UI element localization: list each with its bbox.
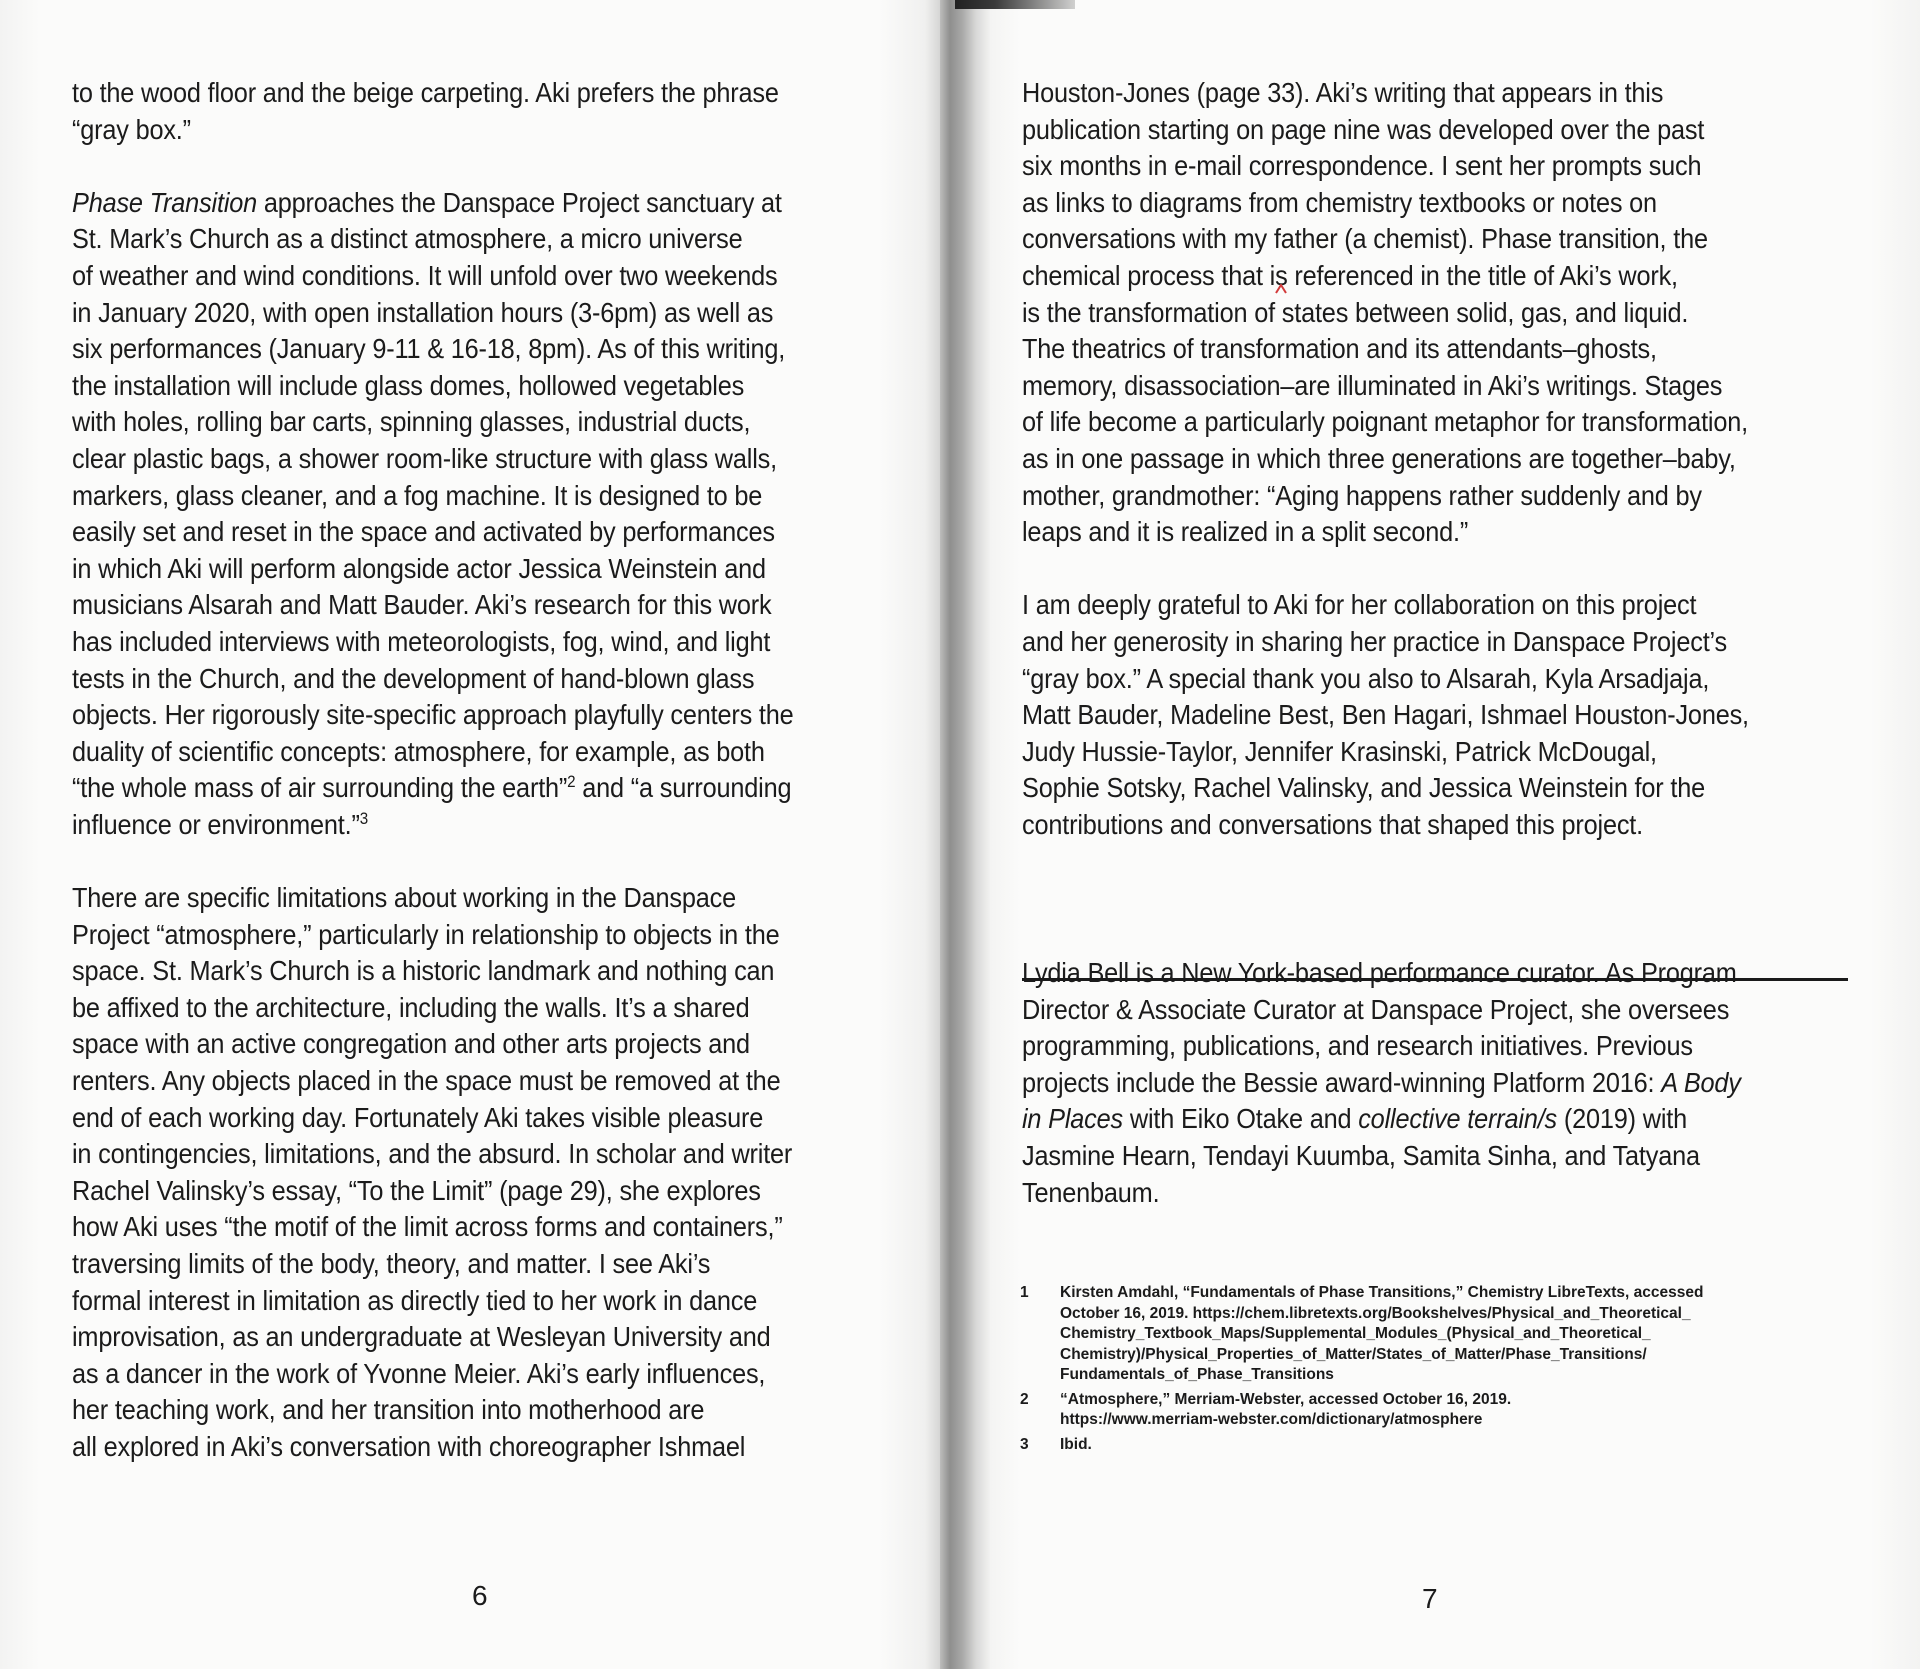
author-bio-text: [1022, 955, 1833, 1211]
phase-transition-title: Phase Transition: [72, 186, 258, 218]
page-number-right: 7: [1422, 1583, 1438, 1614]
right-paragraph-1: Houston-Jones (page 33). Aki’s writing that appears in this publication starting on page nine was developed over the past six months in e-mail correspondence. I sent her prompts such as links to diagrams from chemistry textbooks or notes on conversations with my father (a chemist). Phase transition, the chemical process that is referenced in the title of Aki’s work, is the transformation of states between solid, gas, and liquid. The theatrics of transformation and its attendants–ghosts, memory, disassociation–are illuminated in Aki’s writings. Stages of life become a particularly poignant metaphor for transformation, as in one passage in which three generations are together–baby, mother, grandmother: “Aging happens rather suddenly and by leaps and it is realized in a split second.”: [1022, 77, 1748, 548]
footnote-number: 1: [1020, 1284, 1029, 1301]
footnote-ref-2: 2: [567, 773, 576, 792]
left-paragraph-2: [72, 185, 889, 844]
gutter-shadow: [955, 0, 1075, 9]
book-gutter: [940, 0, 990, 1669]
left-paragraph-3: There are specific limitations about working in the Danspace Project “atmosphere,” particularly in relationship to objects in the space. St. Mark’s Church is a historic landmark and nothing can be affixed to the architecture, including the walls. It’s a shared space with an active congregation and other arts projects and renters. Any objects placed in the space must be removed at the end of each working day. Fortunately Aki takes visible pleasure in contingencies, limitations, and the absurd. In scholar and writer Rachel Valinsky’s essay, “To the Limit” (page 29), she explores how Aki uses “the motif of the limit across forms and containers,” traversing limits of the body, theory, and matter. I see Aki’s formal interest in limitation as directly tied to her work in dance improvisation, as an undergraduate at Wesleyan University and as a dancer in the work of Yvonne Meier. Aki’s early influences, her teaching work, and her transition into motherhood are all explored in Aki’s conversation with choreographer Ishmael: [72, 882, 793, 1462]
left-paragraph-2-tail: and “a surrounding influence or environment.”: [72, 772, 792, 840]
footnote-number: 3: [1020, 1435, 1029, 1453]
footnote-text: “Atmosphere,” Merriam-Webster, accessed October 16, 2019. https://www.merriam-webster.com/dictionary/atmosphere: [1060, 1390, 1512, 1428]
bio-text-2: with Eiko Otake and: [1123, 1103, 1359, 1135]
footnotes: [1020, 1283, 1800, 1459]
right-text-block: [1022, 75, 1833, 843]
left-paragraph-2-body: approaches the Danspace Project sanctuary at St. Mark’s Church as a distinct atmosphere, a micro universe of weather and wind conditions. It will unfold over two weekends in January 2020, with open installation hours (3-6pm) as well as six performances (January 9-11 & 16-18, 8pm). As of this writing, the installation will include glass domes, hollowed vegetables with holes, rolling bar carts, spinning glasses, industrial ducts, clear plastic bags, a shower room-like structure with glass walls, markers, glass cleaner, and a fog machine. It is designed to be easily set and reset in the space and activated by performances in which Aki will perform alongside actor Jessica Weinstein and musicians Alsarah and Matt Bauder. Aki’s research for this work has included interviews with meteorologists, fog, wind, and light tests in the Church, and the development of hand-blown glass objects. Her rigorously site-specific approach playfully centers the duality of scientific concepts: atmosphere, for example, as both “the whole mass of air surrounding the earth”: [72, 186, 794, 804]
left-paragraph-1: to the wood floor and the beige carpeting. Aki prefers the phrase “gray box.”: [72, 77, 779, 145]
footnote-ref-3: 3: [359, 809, 368, 828]
page-number-left: 6: [472, 1580, 488, 1611]
red-proof-mark: [1275, 284, 1287, 294]
bio-italic-title-1: A Body in Places: [1022, 1066, 1741, 1135]
left-text-block: [72, 75, 889, 1466]
bio-italic-title-2: collective terrain/s: [1358, 1103, 1558, 1135]
footnote-2: [1020, 1390, 1800, 1431]
footnote-number: 2: [1020, 1390, 1029, 1408]
footnote-1: [1020, 1283, 1800, 1386]
right-paragraph-2: I am deeply grateful to Aki for her collaboration on this project and her generosity in sharing her practice in Danspace Project’s “gray box.” A special thank you also to Alsarah, Kyla Arsadjaja, Matt Bauder, Madeline Best, Ben Hagari, Ishmael Houston-Jones, Judy Hussie-Taylor, Jennifer Krasinski, Patrick McDougal, Sophie Sotsky, Rachel Valinsky, and Jessica Weinstein for the contributions and conversations that shaped this project.: [1022, 589, 1749, 840]
footnote-3: [1020, 1435, 1800, 1456]
footnote-text: Kirsten Amdahl, “Fundamentals of Phase Transitions,” Chemistry LibreTexts, accessed October 16, 2019. https://chem.libretexts.org/Bookshelves/Physical_and_Theoretical_ Chemistry_Textbook_Maps/Supplemental_Modules_(Physical_and_Theoretical_ Chemistry)/Physical_Properties_of_Matter/States_of_Matter/Phase_Transitions/ Fundamentals_of_Phase_Transitions: [1060, 1284, 1704, 1383]
author-bio: [1022, 955, 1833, 1211]
bio-text-3: (2019) with Jasmine Hearn, Tendayi Kuumba, Samita Sinha, and Tatyana Tenenbaum.: [1022, 1103, 1700, 1208]
bio-text-1: Lydia Bell is a New York-based performance curator. As Program Director & Associate Curator at Danspace Project, she oversees programming, publications, and research initiatives. Previous projects include the Bessie award-winning Platform 2016:: [1022, 957, 1737, 1098]
footnote-text: Ibid.: [1060, 1435, 1092, 1453]
